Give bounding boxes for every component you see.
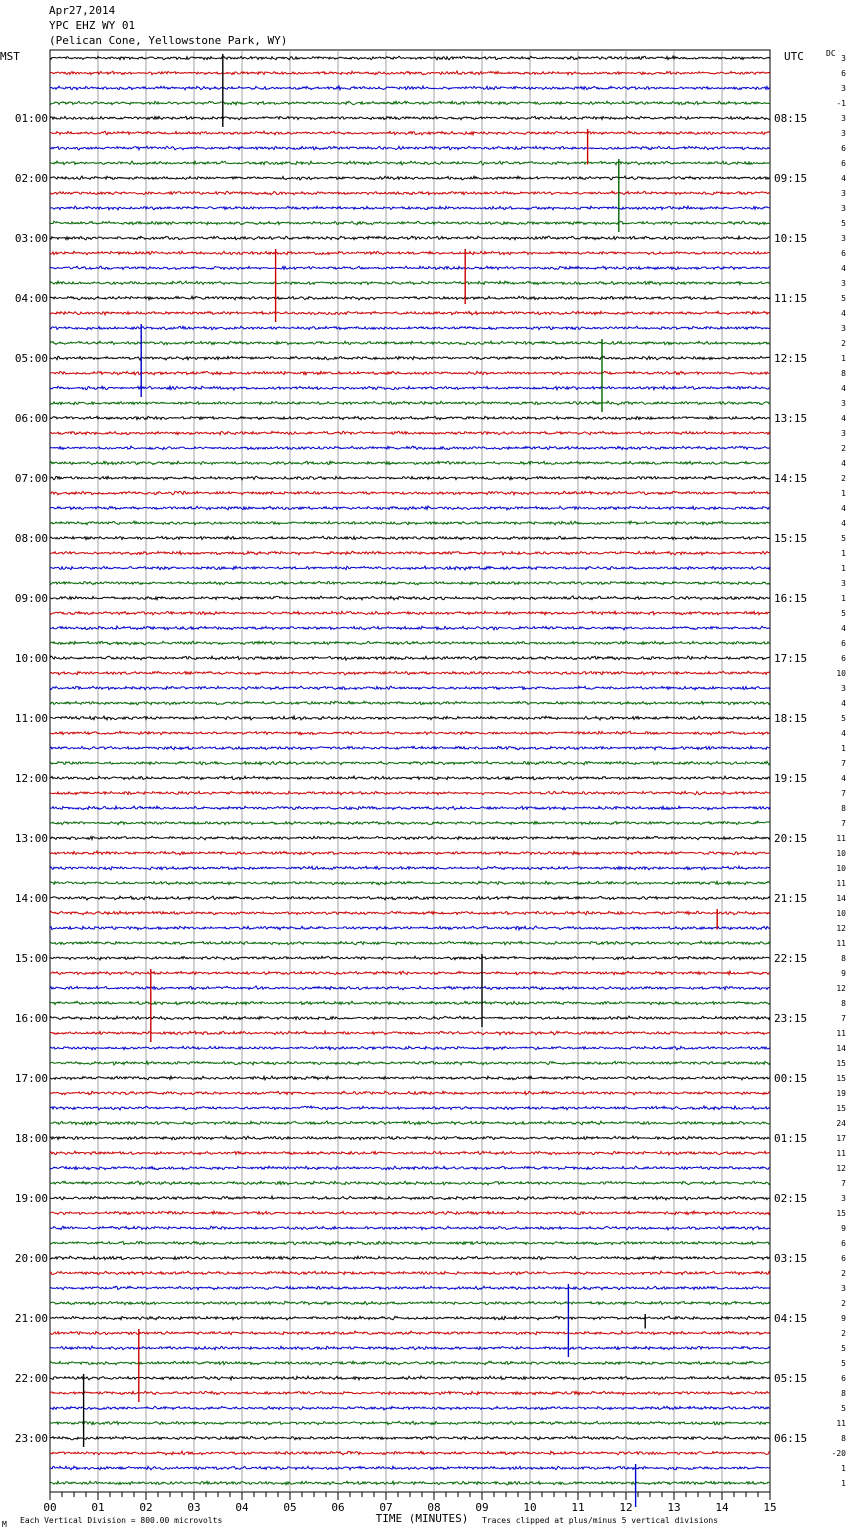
seismic-trace — [50, 1331, 770, 1335]
seismic-trace — [50, 1256, 770, 1259]
right-hour-label: 15:15 — [774, 532, 808, 545]
seismic-trace — [50, 641, 770, 645]
dc-offset-label: 6 — [841, 249, 846, 258]
dc-offset-label: 4 — [841, 729, 846, 738]
seismic-trace — [50, 686, 770, 690]
dc-offset-label: 8 — [841, 999, 846, 1008]
left-hour-label: 16:00 — [14, 1012, 48, 1025]
seismic-trace — [50, 1346, 770, 1350]
x-tick-label: 07 — [379, 1501, 393, 1514]
seismic-trace — [50, 1286, 770, 1290]
left-hour-label: 09:00 — [14, 592, 48, 605]
dc-offset-label: 6 — [841, 69, 846, 78]
x-axis — [2, 1492, 777, 1529]
seismic-trace — [50, 1376, 770, 1380]
x-tick-label: 06 — [331, 1501, 345, 1514]
dc-offset-label: 4 — [841, 459, 846, 468]
dc-offset-label: -1 — [836, 99, 846, 108]
event-group — [84, 54, 718, 1507]
left-hour-label: 21:00 — [14, 1312, 48, 1325]
dc-offset-label: 3 — [841, 1284, 846, 1293]
dc-offset-label: 4 — [841, 384, 846, 393]
x-tick-label: 03 — [187, 1501, 201, 1514]
seismic-trace — [50, 1091, 770, 1095]
dc-offset-label: 3 — [841, 1194, 846, 1203]
dc-offset-label: 15 — [836, 1074, 846, 1083]
seismic-trace — [50, 746, 770, 750]
dc-offset-label: 11 — [836, 1149, 846, 1158]
x-tick-label: 00 — [43, 1501, 57, 1514]
dc-offset-label: 2 — [841, 1329, 846, 1338]
dc-offset-label: 1 — [841, 1479, 846, 1488]
dc-offset-label: 3 — [841, 279, 846, 288]
dc-offset-label: 6 — [841, 144, 846, 153]
dc-offset-label: 5 — [841, 219, 846, 228]
left-hour-label: 03:00 — [14, 232, 48, 245]
dc-offset-label: 24 — [836, 1119, 846, 1128]
right-hour-label: 03:15 — [774, 1252, 808, 1265]
x-tick-label: 11 — [571, 1501, 585, 1514]
right-hour-label: 21:15 — [774, 892, 808, 905]
dc-offset-label: 4 — [841, 174, 846, 183]
dc-offset-label: 7 — [841, 1179, 846, 1188]
right-hour-label: 22:15 — [774, 952, 808, 965]
x-tick-label: 15 — [763, 1501, 777, 1514]
dc-offset-label: 4 — [841, 624, 846, 633]
seismic-trace — [50, 821, 770, 825]
dc-offset-label: 14 — [836, 1044, 846, 1053]
seismic-trace — [50, 1451, 770, 1455]
dc-offset-label: 15 — [836, 1104, 846, 1113]
seismic-trace — [50, 116, 770, 120]
seismic-trace — [50, 431, 770, 435]
seismic-trace — [50, 881, 770, 885]
dc-offset-label: 3 — [841, 579, 846, 588]
x-tick-label: 01 — [91, 1501, 105, 1514]
dc-offset-label: 12 — [836, 924, 846, 933]
left-hour-label: 06:00 — [14, 412, 48, 425]
seismic-trace — [50, 986, 770, 990]
seismic-trace — [50, 761, 770, 765]
seismic-trace — [50, 206, 770, 210]
left-hour-label: 07:00 — [14, 472, 48, 485]
seismic-trace — [50, 626, 770, 630]
dc-offset-label: 5 — [841, 294, 846, 303]
right-hour-label: 12:15 — [774, 352, 808, 365]
left-hour-label: 11:00 — [14, 712, 48, 725]
dc-offset-label: 2 — [841, 1269, 846, 1278]
dc-offset-label: 9 — [841, 1314, 846, 1323]
seismic-trace — [50, 941, 770, 945]
seismic-trace — [50, 671, 770, 675]
trace-group — [50, 56, 770, 1485]
dc-offset-label: 11 — [836, 939, 846, 948]
seismic-trace — [50, 806, 770, 810]
dc-offset-label: 12 — [836, 1164, 846, 1173]
dc-offset-label: 3 — [841, 54, 846, 63]
seismic-trace — [50, 311, 770, 315]
dc-offset-label: 4 — [841, 699, 846, 708]
dc-offset-label: 11 — [836, 879, 846, 888]
dc-offset-label: 3 — [841, 684, 846, 693]
x-tick-label: 13 — [667, 1501, 681, 1514]
left-hour-label: 12:00 — [14, 772, 48, 785]
seismic-trace — [50, 1226, 770, 1230]
right-hour-label: 18:15 — [774, 712, 808, 725]
right-hour-label: 23:15 — [774, 1012, 808, 1025]
seismic-trace — [50, 1031, 770, 1035]
right-hour-label: 08:15 — [774, 112, 808, 125]
header-station: YPC EHZ WY 01 — [49, 19, 136, 32]
dc-offset-label: 10 — [836, 669, 846, 678]
seismic-trace — [50, 1301, 770, 1305]
seismic-trace — [50, 956, 770, 960]
dc-offset-label: 8 — [841, 369, 846, 378]
right-hour-label: 19:15 — [774, 772, 808, 785]
dc-offset-label: 1 — [841, 489, 846, 498]
dc-offset-label: 10 — [836, 909, 846, 918]
seismic-trace — [50, 191, 770, 195]
left-hour-label: 22:00 — [14, 1372, 48, 1385]
x-axis-title: TIME (MINUTES) — [375, 1512, 469, 1525]
left-hour-label: 02:00 — [14, 172, 48, 185]
dc-offset-label: 1 — [841, 1464, 846, 1473]
dc-offset-label: 1 — [841, 354, 846, 363]
x-tick-label: 09 — [475, 1501, 489, 1514]
dc-offset-label: 1 — [841, 564, 846, 573]
dc-offset-label: 2 — [841, 1299, 846, 1308]
seismic-trace — [50, 1271, 770, 1275]
dc-offset-label: 4 — [841, 264, 846, 273]
dc-offset-label: 15 — [836, 1059, 846, 1068]
seismic-trace — [50, 176, 770, 180]
seismic-trace — [50, 1196, 770, 1200]
seismic-trace — [50, 386, 770, 390]
seismic-trace — [50, 446, 770, 450]
seismic-trace — [50, 1466, 770, 1470]
left-hour-label: 13:00 — [14, 832, 48, 845]
seismic-trace — [50, 1136, 770, 1140]
header-location: (Pelican Cone, Yellowstone Park, WY) — [49, 34, 288, 47]
dc-offset-label: 6 — [841, 1254, 846, 1263]
seismic-trace — [50, 596, 770, 600]
right-hour-label: 00:15 — [774, 1072, 808, 1085]
dc-offset-label: 3 — [841, 129, 846, 138]
right-hour-label: 06:15 — [774, 1432, 808, 1445]
left-hour-label: 20:00 — [14, 1252, 48, 1265]
seismic-trace — [50, 791, 770, 795]
seismic-trace — [50, 101, 770, 105]
right-axis-label: UTC — [784, 50, 804, 63]
seismic-trace — [50, 971, 770, 975]
seismic-trace — [50, 1406, 770, 1410]
dc-offset-label: 4 — [841, 774, 846, 783]
dc-offset-label: 3 — [841, 189, 846, 198]
dc-offset-label: 7 — [841, 1014, 846, 1023]
right-hour-label: 17:15 — [774, 652, 808, 665]
x-tick-label: 05 — [283, 1501, 297, 1514]
seismic-trace — [50, 896, 770, 900]
left-hour-label: 19:00 — [14, 1192, 48, 1205]
seismic-trace — [50, 776, 770, 780]
seismic-trace — [50, 71, 770, 75]
seismic-trace — [50, 131, 770, 135]
seismic-trace — [50, 551, 770, 555]
dc-offset-label: 4 — [841, 519, 846, 528]
plot-frame — [50, 50, 770, 1492]
dc-offset-label: 3 — [841, 399, 846, 408]
dc-offset-label: 6 — [841, 159, 846, 168]
dc-offset-label: 7 — [841, 789, 846, 798]
right-hour-label: 13:15 — [774, 412, 808, 425]
x-tick-label: 02 — [139, 1501, 153, 1514]
dc-offset-label: 14 — [836, 894, 846, 903]
dc-offset-label: 3 — [841, 429, 846, 438]
seismic-trace — [50, 1001, 770, 1005]
left-hour-label: 14:00 — [14, 892, 48, 905]
dc-offset-label: 19 — [836, 1089, 846, 1098]
seismic-trace — [50, 266, 770, 270]
seismic-trace — [50, 1436, 770, 1440]
dc-offset-label: 4 — [841, 309, 846, 318]
seismic-trace — [50, 716, 770, 720]
seismic-trace — [50, 221, 770, 225]
left-hour-label: 17:00 — [14, 1072, 48, 1085]
dc-offset-label: 11 — [836, 1029, 846, 1038]
dc-offset-label: 10 — [836, 864, 846, 873]
seismic-trace — [50, 1151, 770, 1155]
right-hour-label: 16:15 — [774, 592, 808, 605]
right-hour-label: 11:15 — [774, 292, 808, 305]
dc-offset-label: 7 — [841, 759, 846, 768]
dc-offset-label: 9 — [841, 1224, 846, 1233]
seismic-trace — [50, 1166, 770, 1170]
dc-offset-label: 8 — [841, 954, 846, 963]
dc-offset-label: 3 — [841, 324, 846, 333]
dc-offset-label: 3 — [841, 84, 846, 93]
dc-offset-label: 2 — [841, 474, 846, 483]
dc-offset-label: 7 — [841, 819, 846, 828]
seismic-trace — [50, 86, 770, 90]
left-hour-label: 04:00 — [14, 292, 48, 305]
seismic-trace — [50, 296, 770, 300]
dc-offset-label: 17 — [836, 1134, 846, 1143]
seismic-trace — [50, 731, 770, 735]
seismic-trace — [50, 1121, 770, 1125]
left-hour-label: 18:00 — [14, 1132, 48, 1145]
seismic-trace — [50, 1211, 770, 1215]
seismic-trace — [50, 1046, 770, 1050]
seismic-trace — [50, 371, 770, 375]
seismic-trace — [50, 1391, 770, 1395]
left-hour-label: 10:00 — [14, 652, 48, 665]
dc-offset-label: 8 — [841, 1389, 846, 1398]
dc-offset-label: 6 — [841, 654, 846, 663]
dc-offset-label: 3 — [841, 114, 846, 123]
chart-grid — [50, 50, 770, 1492]
dc-offset-label: 12 — [836, 984, 846, 993]
left-axis-label: MST — [0, 50, 20, 63]
seismic-trace — [50, 866, 770, 870]
dc-offset-label: 8 — [841, 804, 846, 813]
footer-scale-note: Each Vertical Division = 800.00 microvolts — [20, 1516, 223, 1525]
x-tick-label: 12 — [619, 1501, 633, 1514]
right-hour-label: 01:15 — [774, 1132, 808, 1145]
dc-offset-label: 6 — [841, 1239, 846, 1248]
seismic-trace — [50, 461, 770, 464]
seismic-trace — [50, 581, 770, 584]
label-group — [0, 49, 846, 1488]
dc-offset-label: 11 — [836, 834, 846, 843]
dc-offset-label: 4 — [841, 414, 846, 423]
x-tick-label: 10 — [523, 1501, 537, 1514]
dc-offset-label: 1 — [841, 744, 846, 753]
right-hour-label: 09:15 — [774, 172, 808, 185]
dc-offset-label: 9 — [841, 969, 846, 978]
seismic-trace — [50, 1106, 770, 1110]
dc-offset-label: 1 — [841, 594, 846, 603]
dc-offset-label: 11 — [836, 1419, 846, 1428]
dc-offset-label: 5 — [841, 609, 846, 618]
dc-label: DC — [826, 49, 836, 58]
footer-clip-note: Traces clipped at plus/minus 5 vertical divisions — [482, 1516, 719, 1525]
dc-offset-label: 10 — [836, 849, 846, 858]
seismic-trace — [50, 326, 770, 330]
dc-offset-label: 5 — [841, 714, 846, 723]
dc-offset-label: -20 — [831, 1449, 846, 1458]
seismic-trace — [50, 1061, 770, 1065]
seismic-trace — [50, 161, 770, 165]
dc-offset-label: 1 — [841, 549, 846, 558]
seismic-trace — [50, 851, 770, 855]
dc-offset-label: 5 — [841, 534, 846, 543]
dc-offset-label: 8 — [841, 1434, 846, 1443]
dc-offset-label: 4 — [841, 504, 846, 513]
seismic-trace — [50, 1076, 770, 1080]
left-hour-label: 15:00 — [14, 952, 48, 965]
dc-offset-label: 3 — [841, 234, 846, 243]
seismic-trace — [50, 476, 770, 480]
seismic-trace — [50, 836, 770, 840]
right-hour-label: 04:15 — [774, 1312, 808, 1325]
seismic-trace — [50, 416, 770, 420]
seismic-trace — [50, 536, 770, 539]
header-date: Apr27,2014 — [49, 4, 116, 17]
seismic-trace — [50, 236, 770, 240]
dc-offset-label: 15 — [836, 1209, 846, 1218]
seismic-trace — [50, 506, 770, 510]
dc-offset-label: 6 — [841, 1374, 846, 1383]
seismic-trace — [50, 521, 770, 525]
right-hour-label: 10:15 — [774, 232, 808, 245]
seismic-trace — [50, 926, 770, 930]
seismic-trace — [50, 251, 770, 255]
left-hour-label: 01:00 — [14, 112, 48, 125]
right-hour-label: 20:15 — [774, 832, 808, 845]
dc-offset-label: 5 — [841, 1359, 846, 1368]
seismic-trace — [50, 356, 770, 360]
seismic-trace — [50, 56, 770, 60]
seismic-trace — [50, 146, 770, 150]
seismic-trace — [50, 911, 770, 915]
seismic-trace — [50, 1016, 770, 1020]
x-tick-label: 04 — [235, 1501, 249, 1514]
seismic-trace — [50, 401, 770, 405]
dc-offset-label: 5 — [841, 1344, 846, 1353]
dc-offset-label: 3 — [841, 204, 846, 213]
seismic-trace — [50, 701, 770, 705]
seismic-trace — [50, 341, 770, 345]
corner-mark: M — [2, 1520, 7, 1529]
seismic-trace — [50, 1421, 770, 1425]
seismic-trace — [50, 566, 770, 570]
dc-offset-label: 2 — [841, 339, 846, 348]
x-tick-label: 14 — [715, 1501, 729, 1514]
seismic-trace — [50, 1241, 770, 1245]
seismic-trace — [50, 656, 770, 660]
left-hour-label: 08:00 — [14, 532, 48, 545]
seismic-trace — [50, 1181, 770, 1185]
right-hour-label: 05:15 — [774, 1372, 808, 1385]
seismic-trace — [50, 491, 770, 495]
right-hour-label: 14:15 — [774, 472, 808, 485]
seismic-trace — [50, 1361, 770, 1365]
seismic-trace — [50, 611, 770, 615]
dc-offset-label: 6 — [841, 639, 846, 648]
dc-offset-label: 2 — [841, 444, 846, 453]
seismic-trace — [50, 1481, 770, 1485]
right-hour-label: 02:15 — [774, 1192, 808, 1205]
seismic-trace — [50, 281, 770, 285]
dc-offset-label: 5 — [841, 1404, 846, 1413]
left-hour-label: 23:00 — [14, 1432, 48, 1445]
left-hour-label: 05:00 — [14, 352, 48, 365]
x-tick-label: 08 — [427, 1501, 441, 1514]
seismic-trace — [50, 1316, 770, 1320]
